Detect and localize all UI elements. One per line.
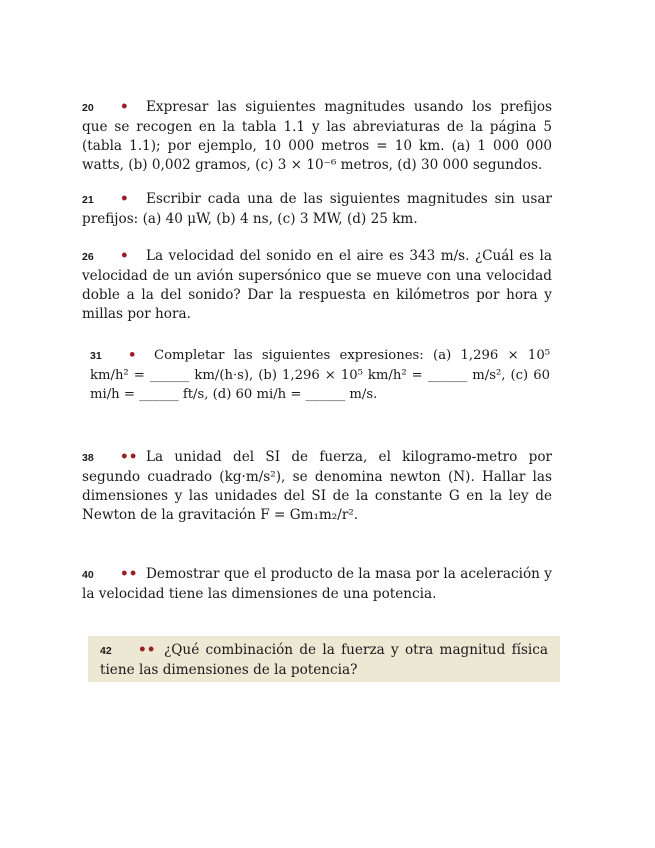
problem-text: ¿Qué combinación de la fuerza y otra magnitud física tiene las dimensiones de la potencia? [100,642,548,678]
difficulty-dots: • [120,99,129,115]
difficulty-dots: •• [120,449,138,465]
problem-text: Demostrar que el producto de la masa por la aceleración y la velocidad tiene las dimensiones de una potencia. [82,566,552,602]
difficulty-dots: • [128,348,137,363]
problem-38 [82,448,552,525]
problem-number: 42 [100,645,112,657]
problem-number: 21 [82,194,94,206]
problem-text: La velocidad del sonido en el aire es 343 m/s. ¿Cuál es la velocidad de un avión supersónico que se mueve con una velocidad doble a la del sonido? Dar la respuesta en kilómetros por hora y millas por hora. [82,248,552,322]
problem-number: 26 [82,251,94,263]
problem-40 [82,565,552,604]
problem-31 [90,346,550,404]
problem-number: 31 [90,350,102,362]
difficulty-dots: •• [138,642,156,658]
problem-number: 40 [82,569,94,581]
difficulty-dots: • [120,191,129,207]
problem-26 [82,247,552,324]
problem-text: Expresar las siguientes magnitudes usando los prefijos que se recogen en la tabla 1.1 y las abreviaturas de la página 5 (tabla 1.1); por ejemplo, 10 000 metros = 10 km. (a) 1 000 000 watts, (b) 0,002 gramos, (c) 3 × 10⁻⁶ metros, (d) 30 000 segundos. [82,99,552,173]
difficulty-dots: • [120,248,129,264]
difficulty-dots: •• [120,566,138,582]
problem-21 [82,190,552,229]
problem-text: Completar las siguientes expresiones: (a) 1,296 × 10⁵ km/h² = ______ km/(h·s), (b) 1,296 × 10⁵ km/h² = ______ m/s², (c) 60 mi/h = ______ ft/s, (d) 60 mi/h = ______ m/s. [90,348,550,402]
problem-42 [100,641,548,680]
problem-number: 38 [82,452,94,464]
problem-number: 20 [82,102,94,114]
problem-20 [82,98,552,175]
problem-text: La unidad del SI de fuerza, el kilogramo-metro por segundo cuadrado (kg·m/s²), se denomina newton (N). Hallar las dimensiones y las unidades del SI de la constante G en la ley de Newton de la gravitación F = Gm₁m₂/r². [82,449,552,523]
problem-text: Escribir cada una de las siguientes magnitudes sin usar prefijos: (a) 40 μW, (b) 4 ns, (c) 3 MW, (d) 25 km. [82,191,552,227]
